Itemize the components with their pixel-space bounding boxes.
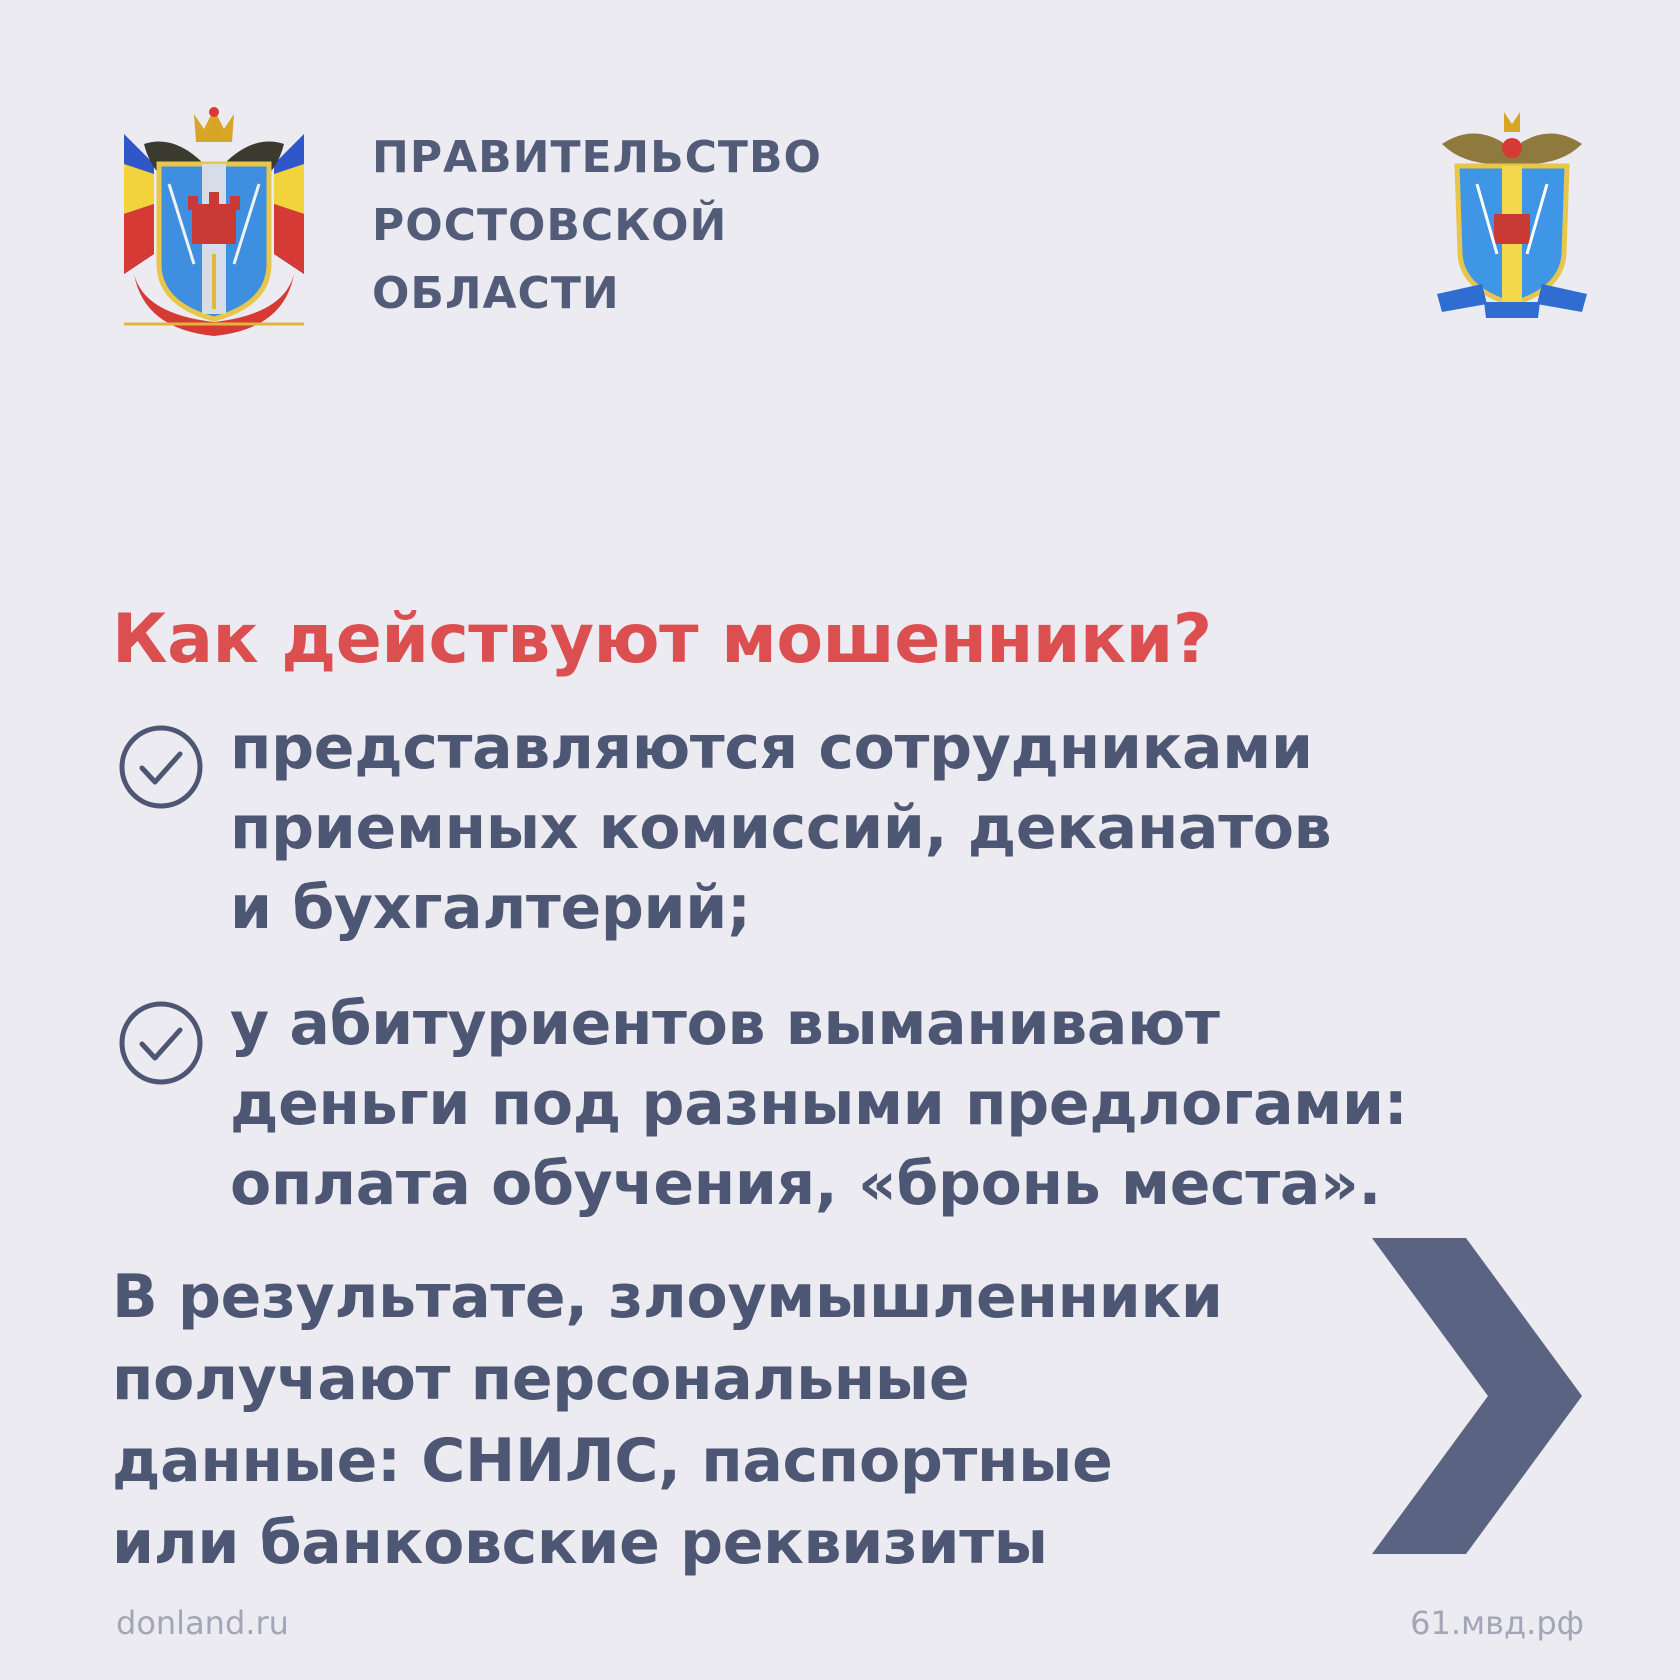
- list-item-text: [230, 708, 1331, 948]
- check-circle-icon: [118, 724, 204, 810]
- footer-site-link[interactable]: donland.ru: [116, 1604, 289, 1642]
- rostov-coat-of-arms-emblem: [104, 104, 324, 344]
- list-item-line: деньги под разными предлогами:: [230, 1069, 1408, 1139]
- org-title-line: РОСТОВСКОЙ: [372, 200, 728, 251]
- list-item-line: приемных комиссий, деканатов: [230, 793, 1332, 863]
- list-item-line: у абитуриентов выманивают: [230, 989, 1220, 1059]
- org-title-line: ПРАВИТЕЛЬСТВО: [372, 132, 822, 183]
- list-item-line: и бухгалтерий;: [230, 873, 751, 943]
- list-item-line: оплата обучения, «бронь места».: [230, 1149, 1382, 1219]
- chevron-right-icon[interactable]: [1368, 1236, 1584, 1556]
- org-title-line: ОБЛАСТИ: [372, 268, 620, 319]
- list-item-text: [230, 984, 1407, 1224]
- mvd-emblem: [1432, 104, 1592, 324]
- result-line: или банковские реквизиты: [112, 1508, 1048, 1578]
- org-title: [372, 124, 822, 328]
- check-circle-icon: [118, 1000, 204, 1086]
- result-line: данные: СНИЛС, паспортные: [112, 1426, 1113, 1496]
- result-line: получают персональные: [112, 1344, 970, 1414]
- footer-mvd-link[interactable]: 61.мвд.рф: [1410, 1604, 1584, 1642]
- list-item-line: представляются сотрудниками: [230, 713, 1313, 783]
- headline: Как действуют мошенники?: [112, 600, 1212, 679]
- result-text: [112, 1256, 1223, 1584]
- result-line: В результате, злоумышленники: [112, 1262, 1223, 1332]
